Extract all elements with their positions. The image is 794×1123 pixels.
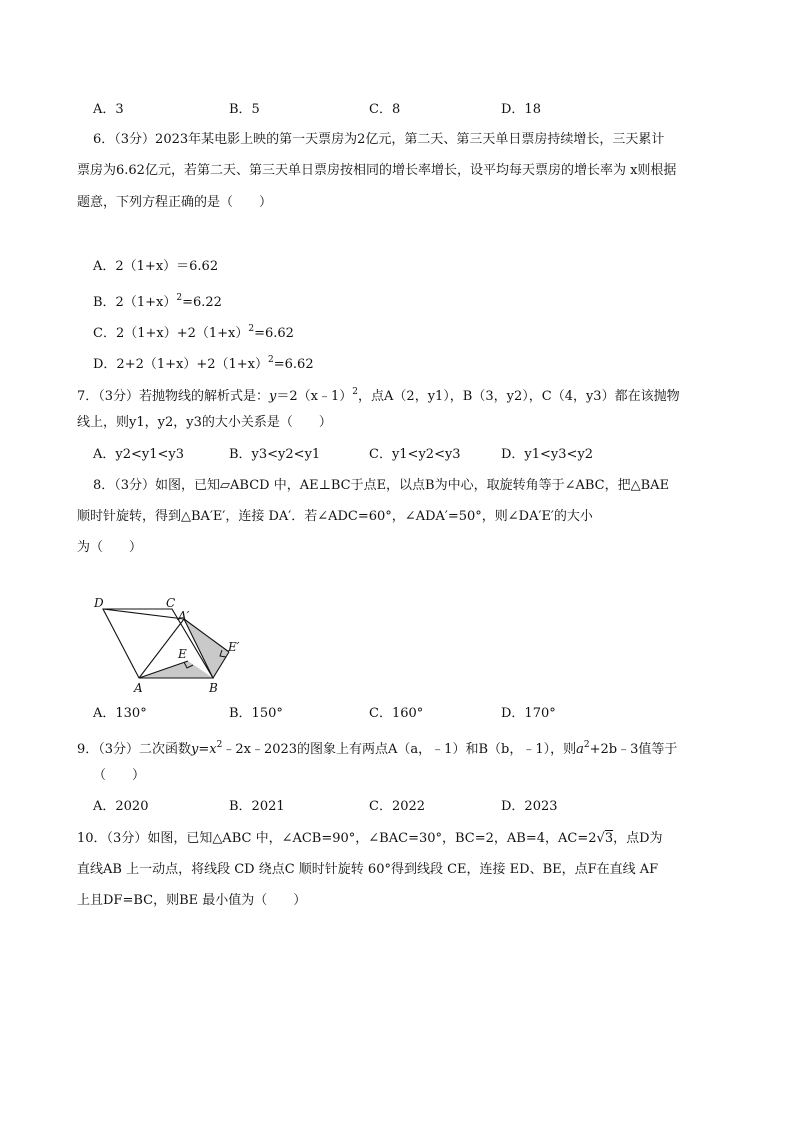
q6-option-b[interactable] (93, 289, 222, 312)
label-a: A (134, 681, 143, 695)
q7-option-a[interactable]: A．y2<y1<y3 (93, 447, 185, 462)
q9-stem-line-2: （ ） (93, 768, 146, 783)
q6-option-d-text: D．2+2（1+x）+2（1+x） (93, 357, 269, 372)
q6-option-a[interactable] (93, 258, 218, 276)
q10-stem-line-2: 直线AB 上一动点，将线段 CD 绕点C 顺时针旋转 60°得到线段 CE，连接 ED、BE，点F在直线 AF (77, 862, 659, 877)
sqrt-symbol: √ (596, 831, 605, 846)
q6-option-b-text: B．2（1+x） (93, 295, 177, 310)
q5-option-d[interactable]: D．18 (501, 102, 541, 117)
label-e-prime: E′ (228, 640, 240, 654)
q7-option-c[interactable]: C．y1<y2<y3 (369, 447, 461, 462)
q7-stem-line-2: 线上，则y1，y2，y3的大小关系是（ ） (77, 415, 332, 430)
q8-option-a[interactable]: A．130° (93, 706, 147, 721)
exponent: 2 (248, 324, 255, 334)
q7-stem-line-1 (77, 383, 680, 406)
q7-formula: ＝2（x﹣1） (276, 389, 353, 404)
q6-stem-line-1: 6．（3分）2023年某电影上映的第一天票房为2亿元，第二天、第三天单日票房持续增长，三天累计 (93, 132, 665, 147)
label-b: B (209, 681, 218, 695)
q5-option-a[interactable]: A．3 (93, 102, 124, 117)
q7-formula-y: y (269, 389, 277, 404)
q8-stem-line-1: 8．（3分）如图，已知▱ABCD 中，AE⊥BC于点E，以点B为中心，取旋转角等于∠ABC，把△BAE (93, 478, 670, 493)
q7-option-d[interactable]: D．y1<y3<y2 (501, 447, 594, 462)
label-d: D (94, 596, 104, 610)
q10-stem-lead: 10．（3分）如图，已知△ABC 中，∠ACB=90°，∠BAC=30°，BC=2，AB=4，AC=2 (77, 831, 597, 846)
q6-option-b-tail: =6.22 (182, 295, 222, 310)
q8-figure (88, 592, 258, 697)
q9-formula: y=x (191, 742, 217, 757)
exponent: 2 (583, 740, 590, 750)
label-e: E (178, 647, 187, 661)
q8-option-b[interactable]: B．150° (229, 706, 283, 721)
q5-option-c[interactable]: C．8 (369, 102, 401, 117)
q7-stem-lead: 7．（3分）若抛物线的解析式是： (77, 389, 270, 404)
q8-option-d[interactable]: D．170° (501, 706, 556, 721)
exponent: 2 (268, 355, 274, 365)
exponent: 2 (216, 740, 223, 750)
q6-stem-line-2: 票房为6.62亿元，若第二天、第三天单日票房按相同的增长率增长，设平均每天票房的增长率为 x则根据 (77, 163, 677, 178)
q6-option-a-text: A．2（1+x）＝6.62 (93, 259, 219, 274)
q7-option-b[interactable]: B．y3<y2<y1 (229, 447, 321, 462)
q7-options (0, 446, 794, 464)
q9-formula-rest: ﹣2x﹣2023的图象上有两点 (222, 742, 389, 757)
q7-formula-tail: ，点 (358, 389, 385, 404)
label-a-prime: A′ (178, 609, 190, 623)
q9-option-d[interactable]: D．2023 (501, 799, 558, 814)
q8-options (0, 705, 794, 723)
q10-stem-lead-tail: ，点D为 (613, 831, 663, 846)
q9-option-c[interactable]: C．2022 (369, 799, 426, 814)
q6-option-c-text: C．2（1+x）+2（1+x） (93, 326, 249, 341)
q8-stem-line-2: 顺时针旋转，得到△BA′E′，连接 DA′．若∠ADC=60°，∠ADA′=50°，则∠DA′E′的大小 (77, 509, 593, 524)
q9-expr: a (576, 742, 584, 757)
q6-option-c-tail: =6.62 (254, 326, 294, 341)
q5-options (0, 101, 794, 119)
q7-points: A（2，y1），B（3，y2），C（4，y3）都在该抛物 (384, 389, 680, 404)
sqrt-radicand: 3 (604, 831, 614, 846)
q9-option-b[interactable]: B．2021 (229, 799, 285, 814)
q9-option-a[interactable]: A．2020 (93, 799, 149, 814)
q5-option-b[interactable]: B．5 (229, 102, 260, 117)
label-c: C (166, 596, 176, 610)
q10-stem-line-3: 上且DF=BC，则BE 最小值为（ ） (77, 893, 307, 908)
segment-da-prime (103, 609, 184, 619)
q6-option-d-tail: =6.62 (273, 357, 314, 372)
q10-stem-line-1 (77, 830, 663, 848)
q6-option-c[interactable] (93, 320, 294, 343)
q9-options (0, 798, 794, 816)
q6-option-d[interactable] (93, 351, 314, 374)
q6-stem-line-3: 题意，下列方程正确的是（ ） (77, 195, 273, 210)
q8-stem-line-3: 为（ ） (77, 540, 143, 555)
exponent: 2 (176, 293, 183, 303)
q9-expr-rest: +2b﹣3值等于 (589, 742, 678, 757)
q9-stem-lead: 9．（3分）二次函数 (77, 742, 192, 757)
q9-points: A（a，﹣1）和B（b，﹣1），则 (388, 742, 577, 757)
q9-stem-line-1 (77, 736, 677, 759)
exponent: 2 (352, 387, 359, 397)
q8-option-c[interactable]: C．160° (369, 706, 424, 721)
